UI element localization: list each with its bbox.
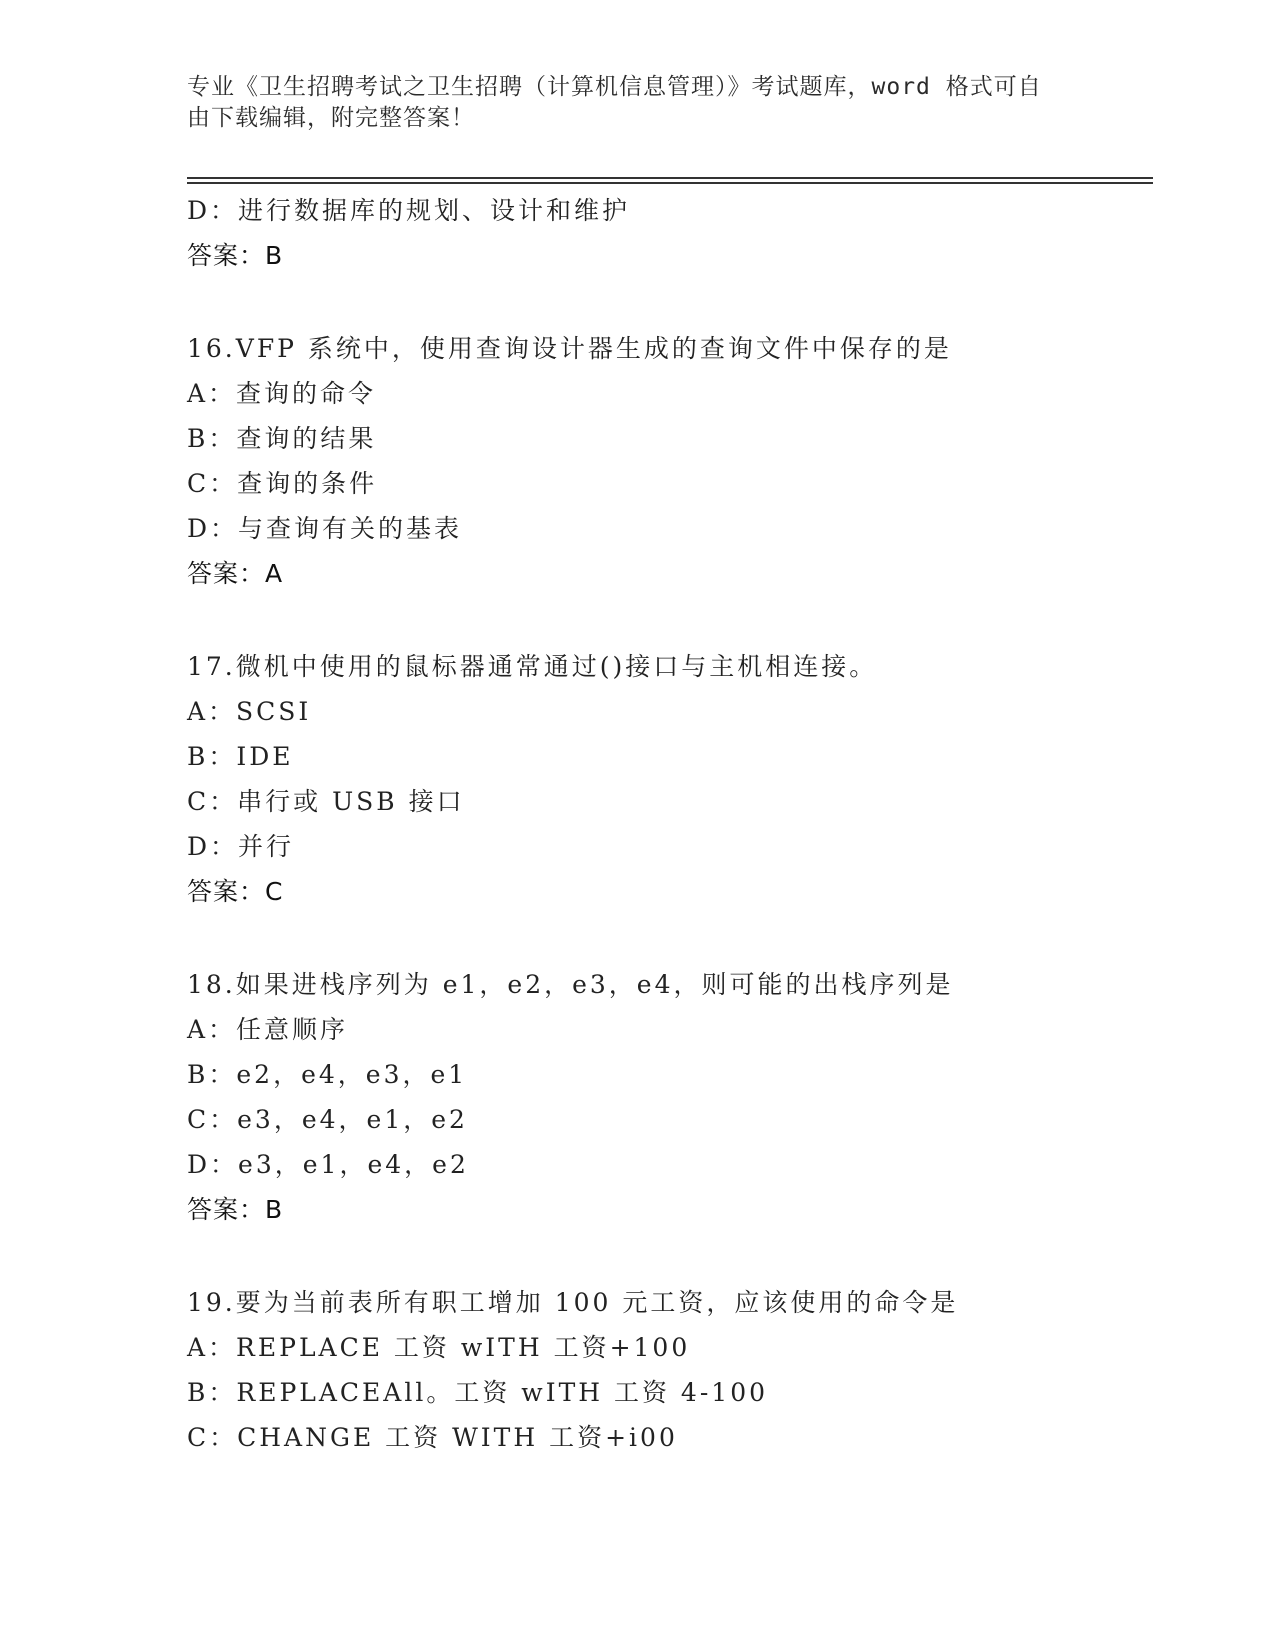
- question-block-15-partial: [187, 188, 1147, 278]
- answer-line: 答案：A: [187, 559, 284, 588]
- question-text: 19.要为当前表所有职工增加 100 元工资，应该使用的命令是: [187, 1288, 959, 1317]
- header-divider-bottom: [187, 182, 1153, 184]
- option-a: A：SCSI: [187, 697, 312, 726]
- answer-line: 答案：B: [187, 1195, 284, 1224]
- header-line-2: 由下载编辑，附完整答案！: [187, 105, 475, 131]
- answer-line: 答案：B: [187, 241, 284, 270]
- header-divider-top: [187, 177, 1153, 179]
- option-a: A：REPLACE 工资 wITH 工资+100: [187, 1333, 691, 1362]
- question-text: 17.微机中使用的鼠标器通常通过()接口与主机相连接。: [187, 652, 878, 681]
- question-block-18: [187, 962, 1147, 1232]
- document-header: [187, 72, 1087, 134]
- question-text: 18.如果进栈序列为 e1，e2，e3，e4，则可能的出栈序列是: [187, 970, 954, 999]
- question-text: 16.VFP 系统中，使用查询设计器生成的查询文件中保存的是: [187, 334, 952, 363]
- option-d: D：e3，e1，e4，e2: [187, 1150, 469, 1179]
- option-d: D：与查询有关的基表: [187, 514, 463, 543]
- option-b: B：REPLACEAll。工资 wITH 工资 4-100: [187, 1378, 769, 1407]
- option-b: B：IDE: [187, 742, 294, 771]
- option-a: A：查询的命令: [187, 379, 377, 408]
- option-d: D：进行数据库的规划、设计和维护: [187, 196, 631, 225]
- option-c: C：查询的条件: [187, 469, 378, 498]
- header-line-1: 专业《卫生招聘考试之卫生招聘（计算机信息管理）》考试题库，word 格式可自: [187, 74, 1042, 100]
- answer-line: 答案：C: [187, 877, 284, 906]
- option-b: B：查询的结果: [187, 424, 377, 453]
- option-c: C：串行或 USB 接口: [187, 787, 465, 816]
- question-block-19: [187, 1280, 1147, 1460]
- question-block-17: [187, 644, 1147, 914]
- option-c: C：e3，e4，e1，e2: [187, 1105, 468, 1134]
- option-d: D：并行: [187, 832, 295, 861]
- question-content: [187, 188, 1147, 1460]
- question-block-16: [187, 326, 1147, 596]
- option-a: A：任意顺序: [187, 1015, 349, 1044]
- option-c: C：CHANGE 工资 WITH 工资+i00: [187, 1423, 678, 1452]
- option-b: B：e2，e4，e3，e1: [187, 1060, 468, 1089]
